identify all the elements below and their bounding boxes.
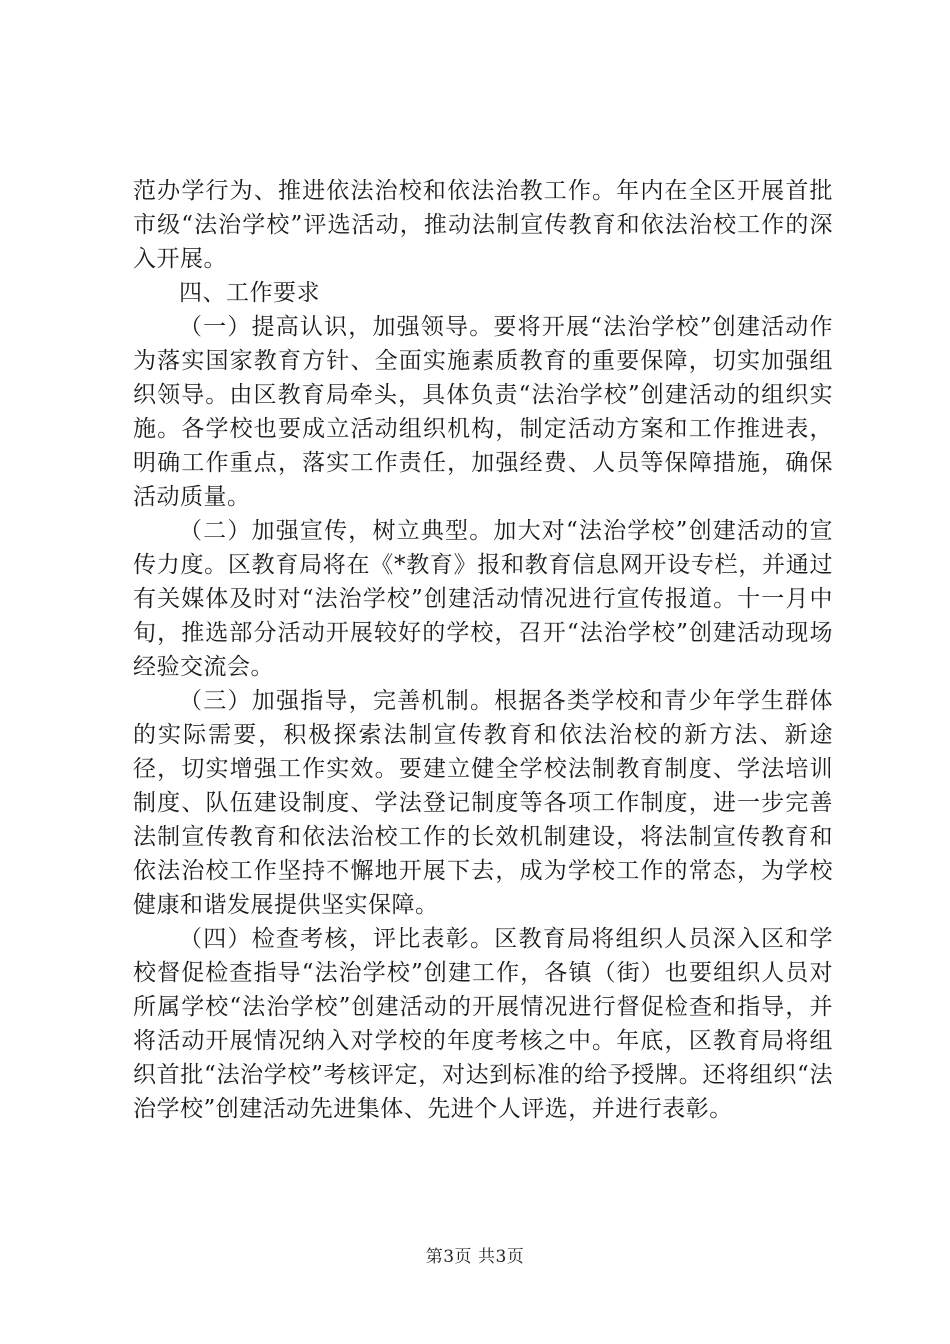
document-body <box>133 174 833 1126</box>
paragraph-item-2: （二）加强宣传，树立典型。加大对“法治学校”创建活动的宣传力度。区教育局将在《*教育》报和教育信息网开设专栏，并通过有关媒体及时对“法治学校”创建活动情况进行宣传报道。十一月中旬，推选部分活动开展较好的学校，召开“法治学校”创建活动现场经验交流会。 <box>133 518 833 680</box>
paragraph-item-4: （四）检查考核，评比表彰。区教育局将组织人员深入区和学校督促检查指导“法治学校”创建工作，各镇（街）也要组织人员对所属学校“法治学校”创建活动的开展情况进行督促检查和指导，并将活动开展情况纳入对学校的年度考核之中。年底，区教育局将组织首批“法治学校”考核评定，对达到标准的给予授牌。还将组织“法治学校”创建活动先进集体、先进个人评选，并进行表彰。 <box>133 926 833 1122</box>
paragraph-item-1: （一）提高认识，加强领导。要将开展“法治学校”创建活动作为落实国家教育方针、全面实施素质教育的重要保障，切实加强组织领导。由区教育局牵头，具体负责“法治学校”创建活动的组织实施。各学校也要成立活动组织机构，制定活动方案和工作推进表，明确工作重点，落实工作责任，加强经费、人员等保障措施，确保活动质量。 <box>133 314 833 510</box>
section-heading-work-requirements: 四、工作要求 <box>179 280 320 306</box>
paragraph-item-3: （三）加强指导，完善机制。根据各类学校和青少年学生群体的实际需要，积极探索法制宣传教育和依法治校的新方法、新途径，切实增强工作实效。要建立健全学校法制教育制度、学法培训制度、队伍建设制度、学法登记制度等各项工作制度，进一步完善法制宣传教育和依法治校工作的长效机制建设，将法制宣传教育和依法治校工作坚持不懈地开展下去，成为学校工作的常态，为学校健康和谐发展提供坚实保障。 <box>133 688 833 918</box>
page-number-footer: 第3页 共3页 <box>425 1247 525 1267</box>
paragraph-continuation: 范办学行为、推进依法治校和依法治教工作。年内在全区开展首批市级“法治学校”评选活动，推动法制宣传教育和依法治校工作的深入开展。 <box>133 178 833 272</box>
